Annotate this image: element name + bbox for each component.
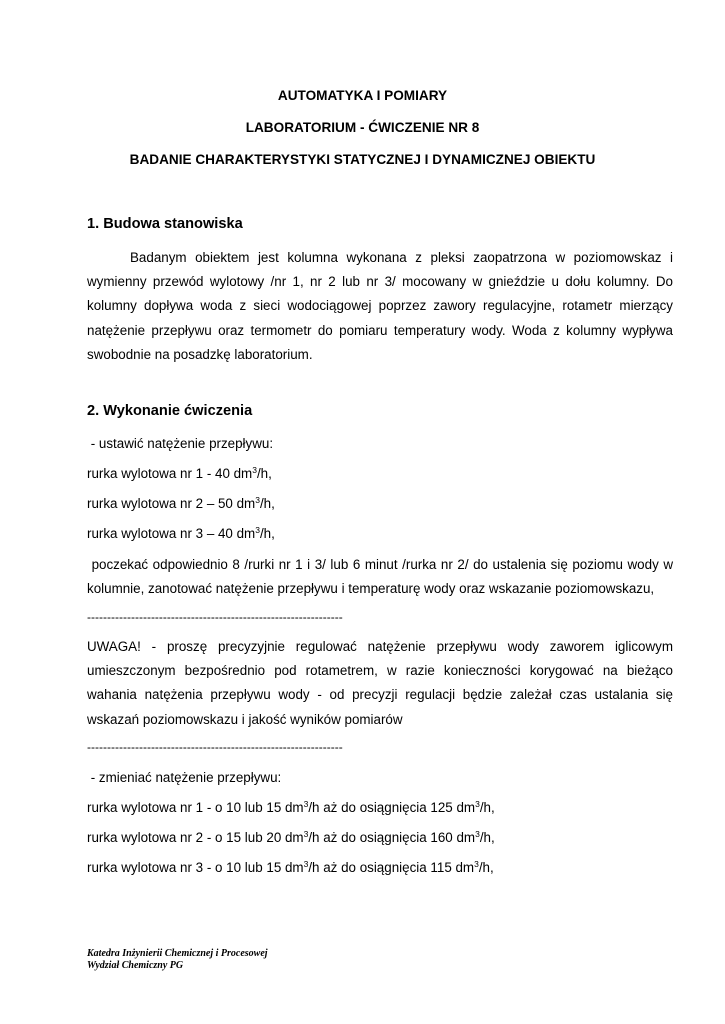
section2-heading: 2. Wykonanie ćwiczenia	[87, 403, 253, 419]
separator-top: ----------------------------------------------------------------	[87, 610, 343, 624]
section1-paragraph: Badanym obiektem jest kolumna wykonana z pleksi zaopatrzona w poziomowskaz i wymienny przewód wylotowy /nr 1, nr 2 lub nr 3/ mocowany w gnieździe u dołu kolumny. Do kolumny dopływa woda z sieci wodociągowej poprzez zawory regulacyjne, rotametr mierzący natężenie przepływu oraz termometr do pomiaru temperatury wody. Woda z kolumny wypływa swobodnie na posadzkę laboratorium.	[87, 250, 673, 362]
separator-bottom: ----------------------------------------------------------------	[87, 740, 343, 754]
step2-instruction: - zmieniać natężenie przepływu:	[87, 770, 282, 785]
wait-paragraph: poczekać odpowiednio 8 /rurki nr 1 i 3/ lub 6 minut /rurka nr 2/ do ustalenia się poziomu wody w kolumnie, zanotować natężenie przepływu i temperaturę wody oraz wskazanie poziomowskazu,	[87, 557, 677, 597]
step1-instruction: - ustawić natężenie przepływu:	[87, 436, 274, 451]
increment-line-3: rurka wylotowa nr 3 - o 10 lub 15 $dm^3/h$ aż do osiągnięcia 115 $dm^3/h$,	[87, 859, 494, 875]
exercise-title: BADANIE CHARAKTERYSTYKI STATYCZNEJ I DYNAMICZNEJ OBIEKTU	[129, 152, 596, 167]
footer-faculty: Wydział Chemiczny PG	[87, 960, 184, 971]
flow-line-2: rurka wylotowa nr 2 – 50 $dm^3/h$,	[87, 495, 275, 511]
footer-department: Katedra Inżynierii Chemicznej i Procesowej	[87, 948, 268, 959]
course-title: AUTOMATYKA I POMIARY	[277, 88, 448, 103]
warning-paragraph: UWAGA! - proszę precyzyjnie regulować natężenie przepływu wody zaworem iglicowym umieszczonym bezpośrednio pod rotametrem, w razie konieczności korygować na bieżąco wahania natężenia przepływu wody - od precyzji regulacji będzie zależał czas ustalania się wskazań poziomowskazu i jakość wyników pomiarów	[87, 639, 673, 727]
section1-heading: 1. Budowa stanowiska	[87, 216, 243, 232]
flow-line-1: rurka wylotowa nr 1 - 40 $dm^3/h$,	[87, 465, 272, 481]
increment-line-2: rurka wylotowa nr 2 - o 15 lub 20 $dm^3/h$ aż do osiągnięcia 160 $dm^3/h$,	[87, 829, 495, 845]
flow-line-3: rurka wylotowa nr 3 – 40 $dm^3/h$,	[87, 525, 275, 541]
lab-title: LABORATORIUM - ĆWICZENIE NR 8	[245, 120, 480, 135]
increment-line-1: rurka wylotowa nr 1 - o 10 lub 15 $dm^3/h$ aż do osiągnięcia 125 $dm^3/h$,	[87, 799, 495, 815]
